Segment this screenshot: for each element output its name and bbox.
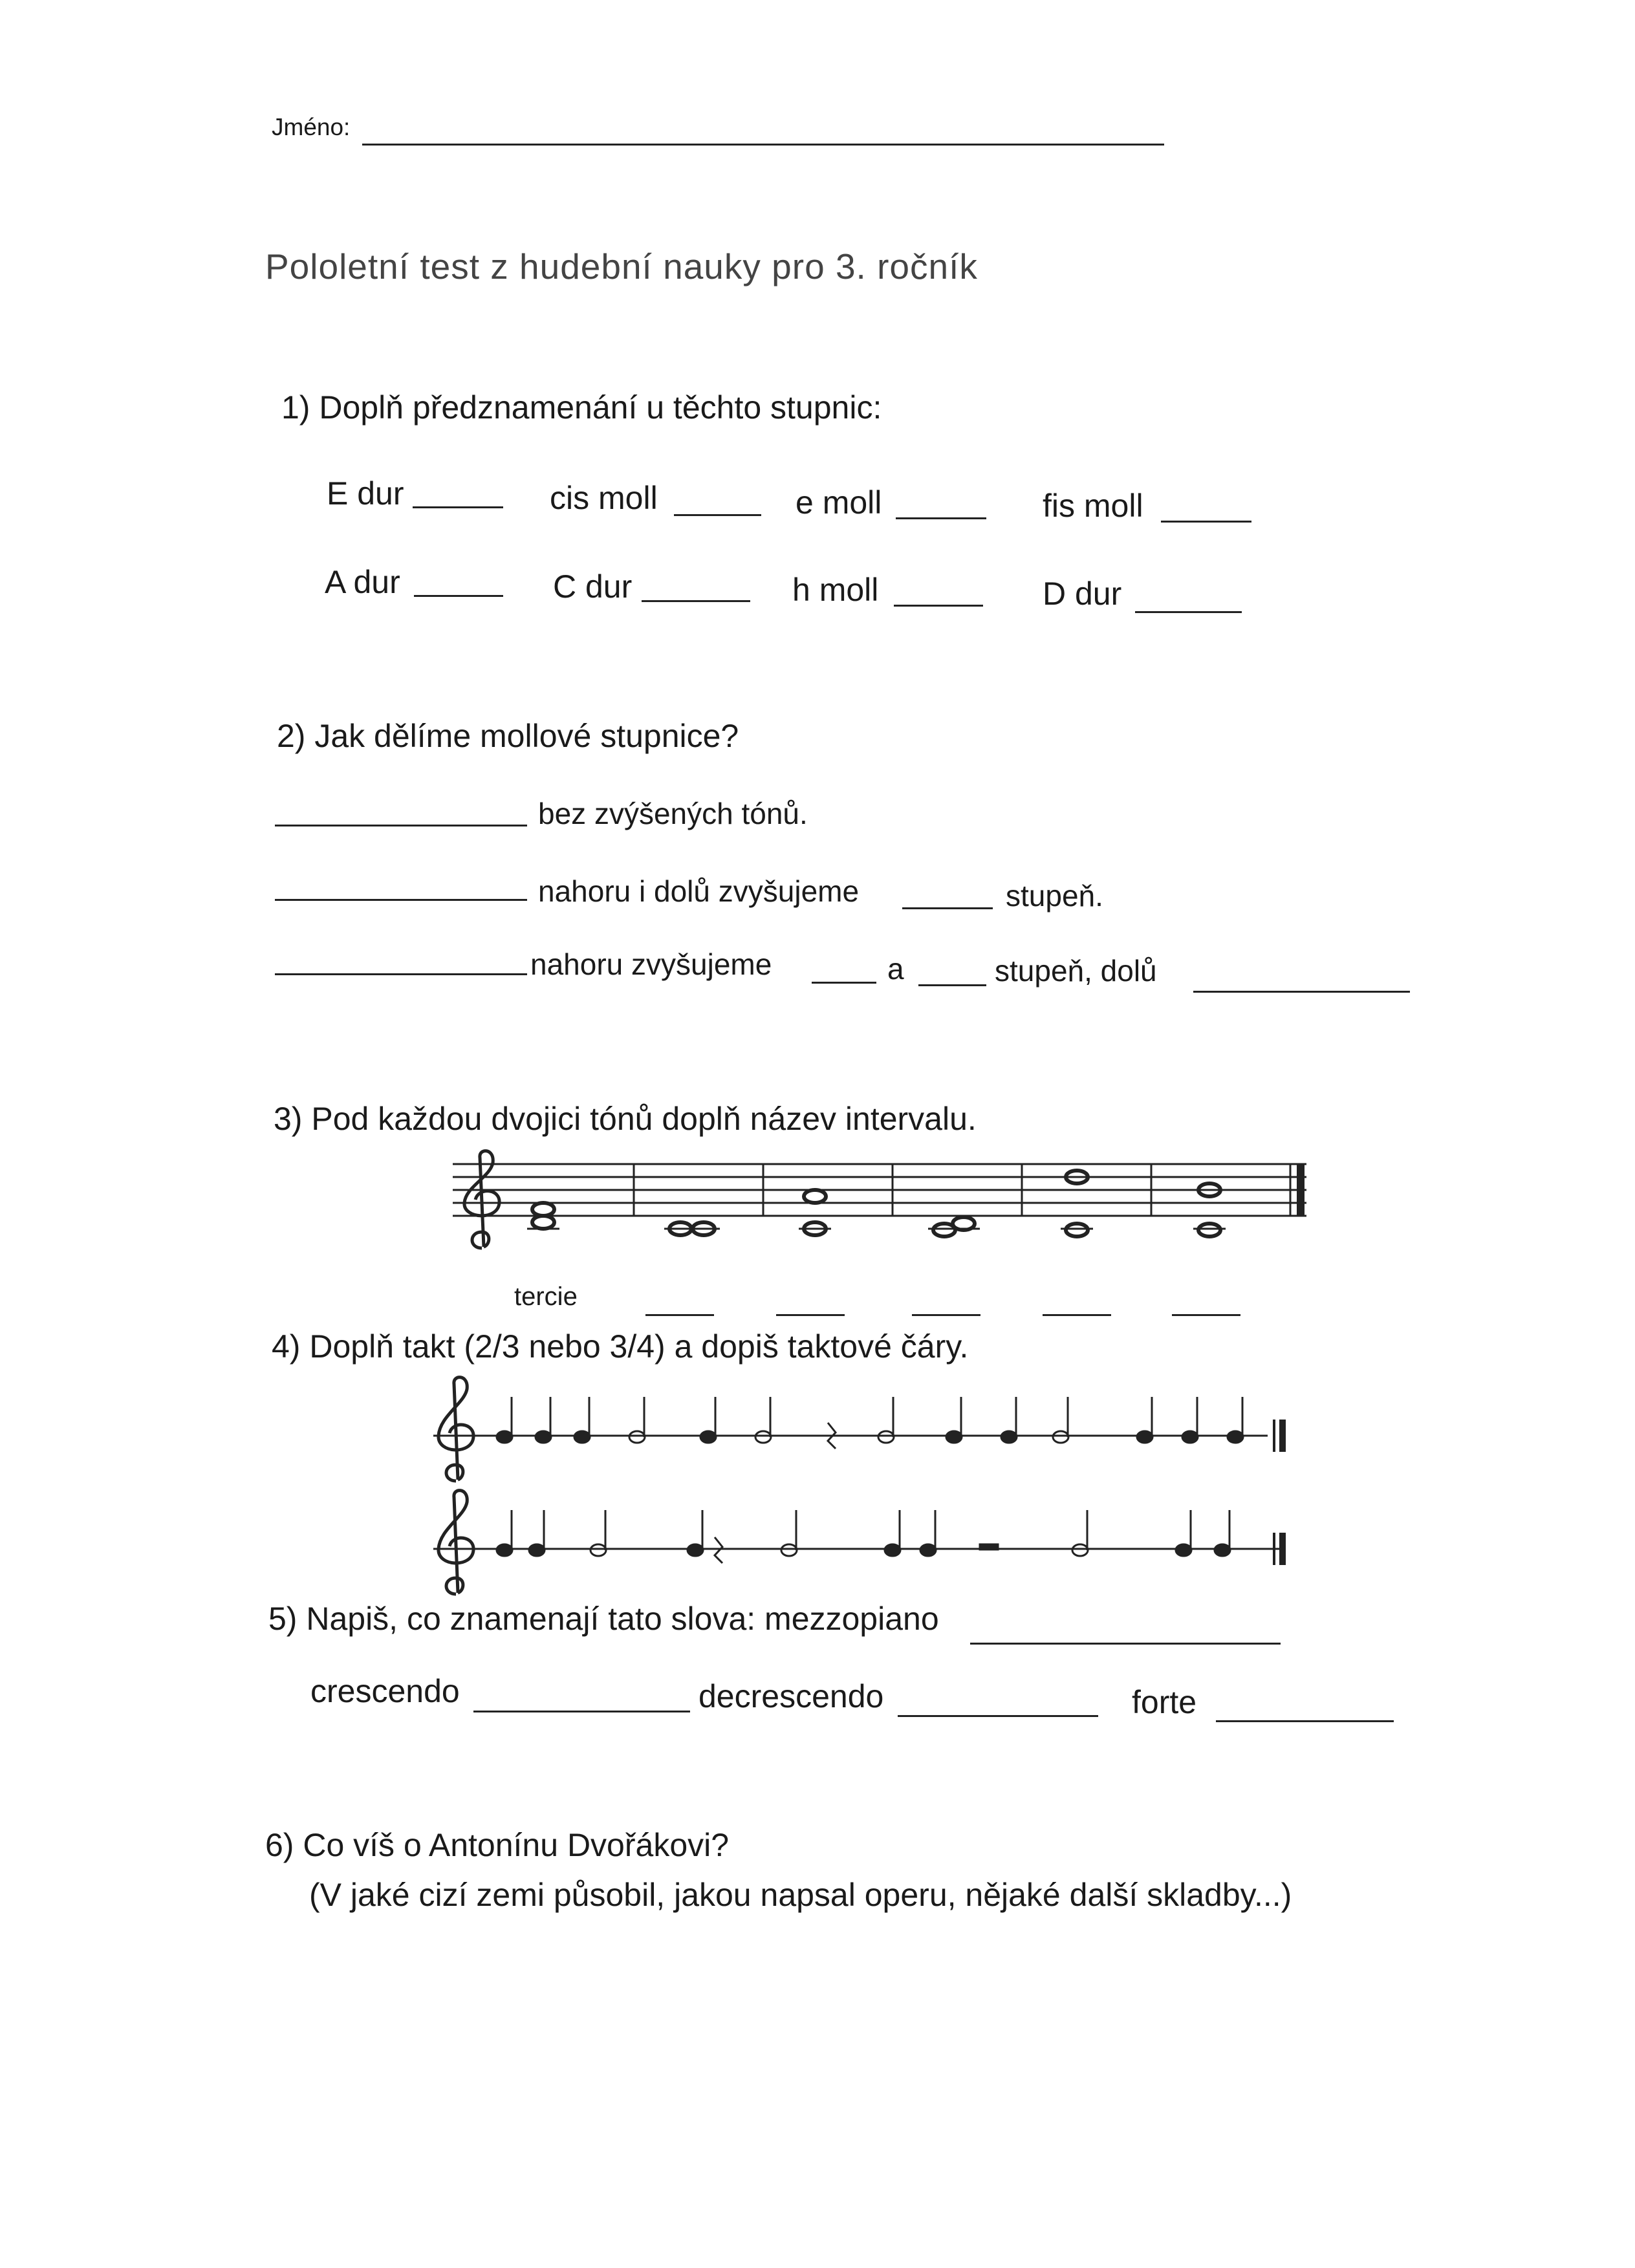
treble-clef-icon: [464, 1151, 499, 1248]
q1-answer-a-dur[interactable]: [414, 595, 503, 597]
q3-answer-4[interactable]: [912, 1314, 980, 1316]
q2-line2-a: nahoru i dolů zvyšujeme: [538, 874, 860, 908]
q1-answer-fis-moll[interactable]: [1161, 521, 1251, 523]
q5-crescendo-label: crescendo: [310, 1673, 460, 1709]
q1-answer-cis-moll[interactable]: [674, 514, 761, 516]
q1-answer-e-moll[interactable]: [896, 517, 986, 519]
interval-staff: [446, 1151, 1313, 1255]
q5-answer-mezzopiano[interactable]: [970, 1643, 1281, 1645]
q1-answer-e-dur[interactable]: [413, 506, 503, 508]
q3-answer-3[interactable]: [776, 1314, 845, 1316]
q6-hint: (V jaké cizí zemi působil, jakou napsal operu, nějaké další skladby...): [309, 1877, 1292, 1913]
q1-item-fis-moll: fis moll: [1043, 488, 1143, 524]
q3-answer-6[interactable]: [1172, 1314, 1240, 1316]
q1-prompt: 1) Doplň předznamenání u těchto stupnic:: [281, 389, 882, 426]
q5-answer-decrescendo[interactable]: [898, 1715, 1098, 1717]
q2-line3-b: a: [887, 952, 904, 986]
q2-line3-c: stupeň, dolů: [995, 954, 1157, 988]
q1-item-e-moll: e moll: [796, 484, 882, 521]
q2-answer-3-down[interactable]: [1193, 991, 1410, 993]
treble-clef-icon: [439, 1491, 473, 1594]
name-field[interactable]: [362, 144, 1164, 146]
q5-decrescendo-label: decrescendo: [698, 1678, 884, 1714]
q2-answer-2-degree[interactable]: [902, 907, 993, 909]
q1-item-d-dur: D dur: [1043, 576, 1122, 612]
treble-clef-icon: [439, 1377, 473, 1481]
page-title: Pololetní test z hudební nauky pro 3. ročník: [265, 246, 978, 286]
q1-answer-d-dur[interactable]: [1135, 611, 1242, 613]
q2-answer-3[interactable]: [275, 973, 527, 975]
q1-item-h-moll: h moll: [792, 572, 879, 608]
q2-line2-b: stupeň.: [1006, 879, 1103, 913]
q1-item-a-dur: A dur: [325, 564, 400, 600]
q5-prompt: 5) Napiš, co znamenají tato slova: mezzopiano: [268, 1601, 939, 1637]
rhythm-staff-1: [427, 1377, 1300, 1487]
q2-answer-1[interactable]: [275, 825, 527, 826]
q4-prompt: 4) Doplň takt (2/3 nebo 3/4) a dopiš taktové čáry.: [272, 1328, 969, 1365]
q3-prompt: 3) Pod každou dvojici tónů doplň název intervalu.: [274, 1101, 977, 1137]
q1-item-cis-moll: cis moll: [550, 480, 658, 516]
q3-answer-2[interactable]: [645, 1314, 714, 1316]
q1-item-c-dur: C dur: [553, 568, 633, 605]
q2-line3-a: nahoru zvyšujeme: [530, 947, 772, 981]
q5-forte-label: forte: [1132, 1684, 1197, 1720]
q2-answer-2[interactable]: [275, 899, 527, 901]
q5-answer-crescendo[interactable]: [473, 1711, 690, 1712]
q3-answer-5[interactable]: [1043, 1314, 1111, 1316]
q5-answer-forte[interactable]: [1216, 1720, 1394, 1722]
q1-item-e-dur: E dur: [327, 475, 404, 512]
q6-prompt: 6) Co víš o Antonínu Dvořákovi?: [265, 1827, 730, 1863]
q1-answer-h-moll[interactable]: [894, 605, 983, 607]
q2-prompt: 2) Jak dělíme mollové stupnice?: [277, 718, 739, 754]
q3-example-answer: tercie: [514, 1282, 578, 1311]
name-label: Jméno:: [272, 114, 351, 140]
q2-answer-3-degree-2[interactable]: [918, 984, 986, 986]
q1-answer-c-dur[interactable]: [642, 600, 750, 602]
rhythm-staff-2: [427, 1491, 1300, 1601]
q2-line1: bez zvýšených tónů.: [538, 797, 808, 830]
q2-answer-3-degree-1[interactable]: [812, 982, 876, 984]
